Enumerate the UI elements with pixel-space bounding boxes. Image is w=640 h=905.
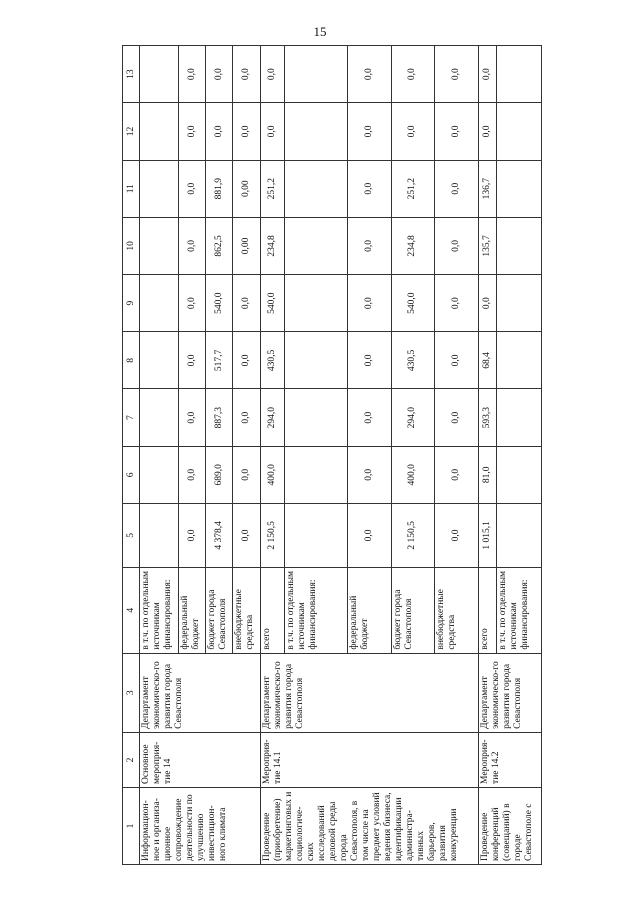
- value-cell: 0,0: [347, 103, 391, 160]
- col-header: 12: [123, 103, 140, 160]
- executor: Департамент экономическо-го развития города Севастополя: [478, 653, 541, 732]
- activity-name: Проведение конференций (совещаний) в городе Севастополе с: [478, 787, 541, 864]
- page-number: 15: [313, 24, 327, 39]
- value-cell: 540,0: [206, 275, 233, 332]
- value-cell: 251,2: [260, 160, 284, 217]
- value-cell: 887,3: [206, 389, 233, 446]
- value-cell: 1 015,1: [478, 503, 496, 567]
- value-cell: 234,8: [391, 217, 435, 274]
- value-cell: 0,0: [347, 217, 391, 274]
- source-label: внебюджетные средства: [233, 567, 260, 653]
- value-cell: 0,00: [233, 217, 260, 274]
- col-header: 4: [123, 567, 140, 653]
- value-cell: 68,4: [478, 332, 496, 389]
- value-cell: 0,0: [435, 217, 479, 274]
- value-cell: 881,9: [206, 160, 233, 217]
- value-cell: 0,0: [179, 389, 206, 446]
- source-label: бюджет города Севастополя: [391, 567, 435, 653]
- value-cell: 0,0: [435, 332, 479, 389]
- value-cell: 0,0: [347, 160, 391, 217]
- value-cell: 0,0: [478, 103, 496, 160]
- col-header: 9: [123, 275, 140, 332]
- value-cell: 0,0: [347, 275, 391, 332]
- value-cell: 0,0: [179, 217, 206, 274]
- value-cell: 540,0: [391, 275, 435, 332]
- value-cell: 0,0: [478, 275, 496, 332]
- value-cell: 400,0: [391, 446, 435, 503]
- value-cell: 0,0: [435, 103, 479, 160]
- value-cell: 0,0: [179, 160, 206, 217]
- value-cell: 0,0: [206, 46, 233, 103]
- header-row: [123, 46, 140, 865]
- col-header: 3: [123, 653, 140, 732]
- source-label: в т.ч. по отдельным источникам финансирования:: [140, 567, 179, 653]
- value-cell: 2 150,5: [391, 503, 435, 567]
- value-cell: 0,0: [233, 275, 260, 332]
- col-header: 10: [123, 217, 140, 274]
- value-cell: 517,7: [206, 332, 233, 389]
- value-cell: 294,0: [391, 389, 435, 446]
- value-cell: 0,00: [233, 160, 260, 217]
- col-header: 8: [123, 332, 140, 389]
- table-row: [140, 46, 179, 865]
- value-cell: 400,0: [260, 446, 284, 503]
- value-cell: 862,5: [206, 217, 233, 274]
- source-label: бюджет города Севастополя: [206, 567, 233, 653]
- activity-code: Основное мероприя-тие 14: [140, 732, 261, 787]
- source-label: в т.ч. по отдельным источникам финансирования:: [285, 567, 348, 653]
- source-label: всего: [478, 567, 496, 653]
- value-cell: 0,0: [233, 446, 260, 503]
- col-header: 2: [123, 732, 140, 787]
- value-cell: 0,0: [233, 103, 260, 160]
- value-cell: 0,0: [260, 103, 284, 160]
- value-cell: 0,0: [478, 46, 496, 103]
- source-label: федеральный бюджет: [179, 567, 206, 653]
- source-label: федеральный бюджет: [347, 567, 391, 653]
- value-cell: 0,0: [347, 446, 391, 503]
- col-header: 13: [123, 46, 140, 103]
- value-cell: 2 150,5: [260, 503, 284, 567]
- value-cell: 0,0: [435, 275, 479, 332]
- executor: Департамент экономическо-го развития города Севастополя: [260, 653, 478, 732]
- value-cell: 0,0: [391, 46, 435, 103]
- value-cell: 0,0: [233, 46, 260, 103]
- value-cell: 0,0: [347, 503, 391, 567]
- budget-table: [122, 45, 542, 865]
- col-header: 1: [123, 787, 140, 864]
- col-header: 7: [123, 389, 140, 446]
- value-cell: 0,0: [435, 446, 479, 503]
- activity-name: Информацион-ное и организа-ционное сопровождение деятельности по улучшению инвестицион-ного климата: [140, 787, 261, 864]
- value-cell: 0,0: [391, 103, 435, 160]
- value-cell: 4 378,4: [206, 503, 233, 567]
- col-header: 5: [123, 503, 140, 567]
- value-cell: 0,0: [179, 46, 206, 103]
- value-cell: 81,0: [478, 446, 496, 503]
- value-cell: 593,3: [478, 389, 496, 446]
- value-cell: 430,5: [260, 332, 284, 389]
- value-cell: 0,0: [179, 275, 206, 332]
- value-cell: 689,0: [206, 446, 233, 503]
- value-cell: 0,0: [347, 332, 391, 389]
- value-cell: 0,0: [179, 503, 206, 567]
- value-cell: 0,0: [347, 389, 391, 446]
- value-cell: 136,7: [478, 160, 496, 217]
- activity-name: Проведение (приобретение) маркетинговых и социологиче-ских исследований деловой среды города Севастополя, в том числе на предмет условий ведения бизнеса, идентификации администра-тивных барьеров, развития конкуренции: [260, 787, 478, 864]
- source-label: всего: [260, 567, 284, 653]
- source-label: в т.ч. по отдельным источникам финансирования:: [496, 567, 541, 653]
- value-cell: 0,0: [435, 389, 479, 446]
- activity-code: Мероприя-тие 14.1: [260, 732, 478, 787]
- value-cell: 0,0: [179, 103, 206, 160]
- source-label: внебюджетные средства: [435, 567, 479, 653]
- value-cell: 0,0: [435, 503, 479, 567]
- value-cell: 0,0: [233, 503, 260, 567]
- value-cell: 0,0: [179, 332, 206, 389]
- value-cell: 135,7: [478, 217, 496, 274]
- executor: Департамент экономическо-го развития города Севастополя: [140, 653, 261, 732]
- value-cell: 0,0: [179, 446, 206, 503]
- value-cell: 0,0: [435, 46, 479, 103]
- table-row: [478, 46, 496, 865]
- budget-table-rotated: [122, 45, 542, 865]
- activity-code: Мероприя-тие 14.2: [478, 732, 541, 787]
- col-header: 11: [123, 160, 140, 217]
- value-cell: 0,0: [347, 46, 391, 103]
- value-cell: 540,0: [260, 275, 284, 332]
- value-cell: 0,0: [233, 389, 260, 446]
- value-cell: 251,2: [391, 160, 435, 217]
- col-header: 6: [123, 446, 140, 503]
- value-cell: 430,5: [391, 332, 435, 389]
- value-cell: 0,0: [206, 103, 233, 160]
- value-cell: 234,8: [260, 217, 284, 274]
- table-row: [260, 46, 284, 865]
- value-cell: 0,0: [435, 160, 479, 217]
- value-cell: 0,0: [233, 332, 260, 389]
- value-cell: 0,0: [260, 46, 284, 103]
- value-cell: 294,0: [260, 389, 284, 446]
